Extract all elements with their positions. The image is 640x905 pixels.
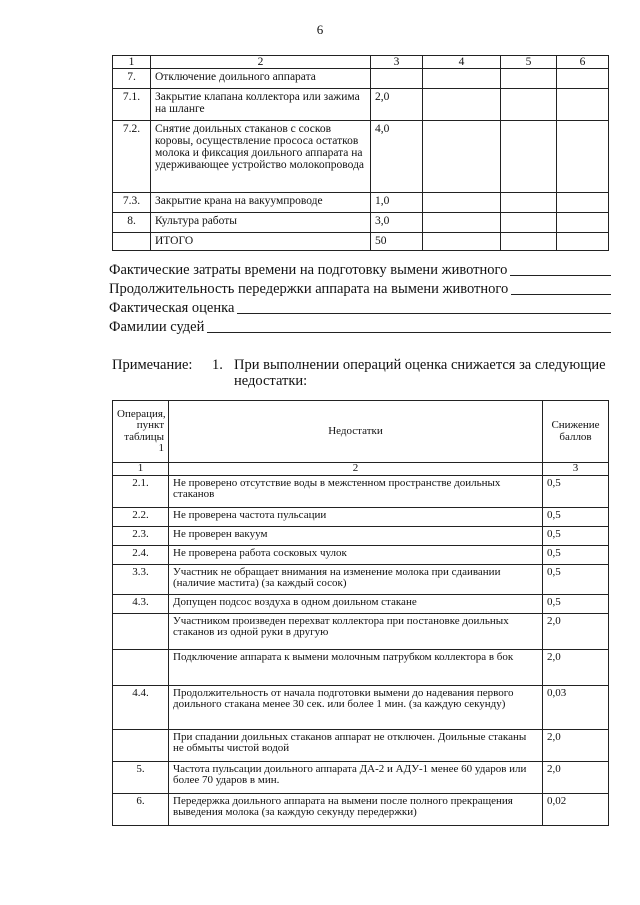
row-operation: 4.4. — [113, 685, 169, 729]
row-operation: 4.3. — [113, 594, 169, 613]
table-row — [113, 564, 609, 594]
row-text: Продолжительность от начала подготовки вымени до надевания первого доильного стакана менее 30 сек. или более 1 мин. (за каждую секунду) — [169, 685, 543, 729]
note-text-continued: недостатки: — [234, 373, 308, 389]
deficiencies-table — [112, 400, 609, 826]
row-text: Участником произведен перехват коллектора при постановке доильных стаканов из одной руки в другую — [169, 613, 543, 649]
evaluation-table — [112, 55, 609, 251]
table-row — [113, 193, 609, 213]
table-row — [113, 121, 609, 193]
table-header-row — [113, 56, 609, 69]
row-score: 4,0 — [371, 121, 423, 193]
numbering-cell: 3 — [543, 463, 609, 476]
row-operation: 5. — [113, 761, 169, 793]
header-cell: 5 — [501, 56, 557, 69]
table-header-row — [113, 401, 609, 463]
table-row — [113, 545, 609, 564]
row-number: 7. — [113, 69, 151, 89]
row-score: 0,03 — [543, 685, 609, 729]
form-label: Фактические затраты времени на подготовку вымени животного — [109, 262, 508, 278]
table-row — [113, 69, 609, 89]
row-operation: 6. — [113, 793, 169, 825]
row-text: Закрытие клапана коллектора или зажима на шланге — [151, 89, 371, 121]
row-text: При спадании доильных стаканов аппарат не отключен. Доильные стаканы не обмыты чистой водой — [169, 729, 543, 761]
table-row — [113, 526, 609, 545]
row-text: Культура работы — [151, 213, 371, 233]
row-text: Подключение аппарата к вымени молочным патрубком коллектора в бок — [169, 649, 543, 685]
row-number: 7.3. — [113, 193, 151, 213]
table-row — [113, 213, 609, 233]
table-row — [113, 793, 609, 825]
table-row — [113, 475, 609, 507]
row-operation: 2.1. — [113, 475, 169, 507]
row-operation: 2.3. — [113, 526, 169, 545]
note-text: При выполнении операций оценка снижается за следующие — [234, 357, 606, 373]
row-text: Снятие доильных стаканов с сосков коровы, осуществление прососа остатков молока и фиксация доильного аппарата на удерживающее устройство молокопровода — [151, 121, 371, 193]
row-text: Не проверена частота пульсации — [169, 507, 543, 526]
row-number: 8. — [113, 213, 151, 233]
row-score: 3,0 — [371, 213, 423, 233]
header-cell: 2 — [151, 56, 371, 69]
row-score: 2,0 — [543, 761, 609, 793]
table-row — [113, 685, 609, 729]
header-cell: 1 — [113, 56, 151, 69]
row-text: Частота пульсации доильного аппарата ДА-2 и АДУ-1 менее 60 ударов или более 70 ударов в мин. — [169, 761, 543, 793]
note-label: Примечание: — [112, 357, 193, 373]
row-operation: 3.3. — [113, 564, 169, 594]
row-number: 7.2. — [113, 121, 151, 193]
form-label: Фамилии судей — [109, 319, 205, 335]
header-operation: Операция, пункт таблицы 1 — [113, 401, 169, 463]
row-text: Допущен подсос воздуха в одном доильном стакане — [169, 594, 543, 613]
table-row — [113, 729, 609, 761]
table-row — [113, 507, 609, 526]
note-number: 1. — [212, 357, 223, 373]
row-score: 0,5 — [543, 475, 609, 507]
row-number: 7.1. — [113, 89, 151, 121]
row-score: 2,0 — [371, 89, 423, 121]
table-row — [113, 233, 609, 251]
row-score: 1,0 — [371, 193, 423, 213]
page-number: 6 — [316, 22, 324, 37]
row-score: 2,0 — [543, 613, 609, 649]
row-text: Передержка доильного аппарата на вымени после полного прекращения выведения молока (за каждую секунду передержки) — [169, 793, 543, 825]
form-line — [109, 317, 611, 336]
row-score: 0,5 — [543, 564, 609, 594]
row-text: Не проверен вакуум — [169, 526, 543, 545]
row-text: Не проверено отсутствие воды в межстенном пространстве доильных стаканов — [169, 475, 543, 507]
numbering-cell: 2 — [169, 463, 543, 476]
row-operation: 2.4. — [113, 545, 169, 564]
row-text: ИТОГО — [151, 233, 371, 251]
row-score — [371, 69, 423, 89]
row-score: 0,02 — [543, 793, 609, 825]
table-row — [113, 649, 609, 685]
blank-line[interactable] — [237, 312, 611, 314]
row-text: Не проверена работа сосковых чулок — [169, 545, 543, 564]
form-label: Продолжительность передержки аппарата на вымени животного — [109, 281, 509, 297]
row-text: Отключение доильного аппарата — [151, 69, 371, 89]
row-score: 0,5 — [543, 545, 609, 564]
blank-line[interactable] — [207, 331, 611, 333]
header-cell: 3 — [371, 56, 423, 69]
row-operation — [113, 613, 169, 649]
header-deficiencies: Недостатки — [169, 401, 543, 463]
form-line — [109, 298, 611, 317]
table-row — [113, 89, 609, 121]
numbering-row — [113, 463, 609, 476]
blank-line[interactable] — [510, 274, 611, 276]
row-number — [113, 233, 151, 251]
table-row — [113, 761, 609, 793]
form-lines — [109, 260, 611, 336]
numbering-cell: 1 — [113, 463, 169, 476]
form-label: Фактическая оценка — [109, 300, 235, 316]
row-score: 50 — [371, 233, 423, 251]
header-cell: 4 — [423, 56, 501, 69]
header-score-reduction: Снижение баллов — [543, 401, 609, 463]
header-cell: 6 — [557, 56, 609, 69]
row-operation — [113, 649, 169, 685]
form-line — [109, 260, 611, 279]
row-score: 0,5 — [543, 526, 609, 545]
table-row — [113, 613, 609, 649]
row-text: Участник не обращает внимания на изменение молока при сдаивании (наличие мастита) (за каждый сосок) — [169, 564, 543, 594]
row-operation: 2.2. — [113, 507, 169, 526]
row-score: 0,5 — [543, 594, 609, 613]
row-score: 2,0 — [543, 729, 609, 761]
table-row — [113, 594, 609, 613]
form-line — [109, 279, 611, 298]
row-text: Закрытие крана на вакуумпроводе — [151, 193, 371, 213]
row-operation — [113, 729, 169, 761]
note-paragraph — [112, 357, 606, 389]
row-score: 2,0 — [543, 649, 609, 685]
blank-line[interactable] — [511, 293, 611, 295]
row-score: 0,5 — [543, 507, 609, 526]
